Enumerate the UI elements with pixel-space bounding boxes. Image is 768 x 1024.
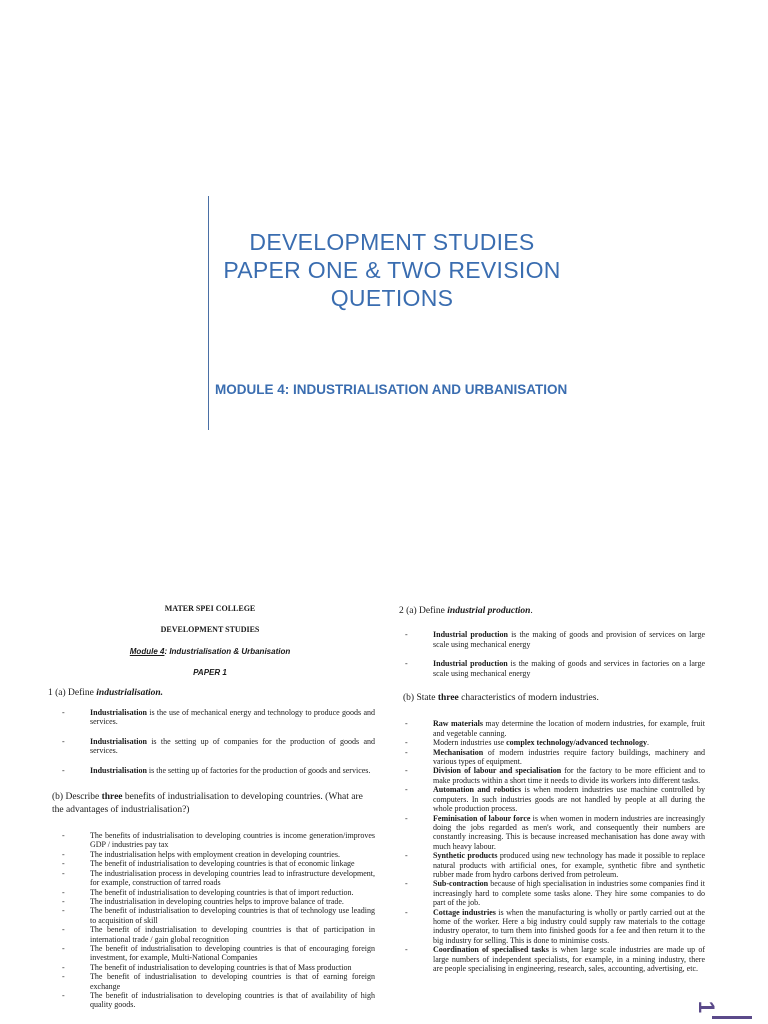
- paper-label: PAPER 1: [193, 668, 227, 678]
- list-item: - The benefit of industrialisation to developing countries is that of earning foreign exchange: [62, 972, 375, 991]
- list-item: - Coordination of specialised tasks is when large scale industries are made up of large numbers of independent specialists, for example, in a mining industry, there are people specialising in engineering, research, sales, accounting, advertising, etc.: [405, 945, 706, 973]
- list-item: - Cottage industries is when the manufacturing is wholly or partly carried out at the home of the worker. Here a big industry could supply raw materials to the cottage industry operator, to turn them into finished goods for a fee and then return it to the big industry for selling. This is done to minimise costs.: [405, 907, 705, 945]
- cover-title-line: DEVELOPMENT STUDIES: [249, 229, 535, 255]
- module-line: [45, 647, 375, 656]
- list-item: - Synthetic products produced using new technology has made it possible to replace natural products with artificial ones, for example, synthetic fibre and synthetic rubber made from hydro carbons derived from petroleum.: [405, 851, 705, 879]
- module-rest: : Industrialisation & Urbanisation: [164, 646, 291, 656]
- question-2a: 2 (a) Define industrial production.: [399, 606, 533, 616]
- list-item: - Modern industries use complex technology/advanced technology.: [405, 738, 649, 748]
- cover-title-line: PAPER ONE & TWO REVISION: [223, 257, 561, 283]
- q2a-answer-list: [405, 630, 706, 678]
- list-item: - The benefit of industrialisation to developing countries is that of import reduction.: [62, 887, 354, 897]
- subject-name: DEVELOPMENT STUDIES: [160, 625, 260, 635]
- list-item: - Raw materials may determine the location of modern industries, for example, fruit and vegetable canning.: [405, 719, 705, 738]
- list-item: - Feminisation of labour force is when women in modern industries are increasingly doing the jobs regarded as men's work, and consequently their numbers are constantly increasing. This is because increased mechanisation has done away with much heavy labour.: [405, 813, 705, 851]
- list-item: - Mechanisation of modern industries require factory buildings, machinery and various types of equipment.: [405, 747, 705, 767]
- list-item: - The benefit of industrialisation to developing countries is that of participation in international trade / gain global recognition: [62, 925, 375, 944]
- list-item: - The industrialisation in developing countries helps to improve balance of trade.: [62, 896, 344, 906]
- list-item: - Industrialisation is the use of mechanical energy and technology to produce goods and services.: [62, 708, 375, 727]
- module-prefix: Module 4: [129, 646, 165, 656]
- list-item: - Industrialisation is the setting up of companies for the production of goods and services.: [62, 736, 375, 756]
- college-name: MATER SPEI COLLEGE: [164, 604, 256, 613]
- cover-title-line: QUETIONS: [330, 285, 454, 311]
- list-item: - Automation and robotics is when modern industries use machine controlled by computers. In such industries goods are not handled by people at all during the whole production process.: [405, 785, 705, 814]
- list-item: - The benefit of industrialisation to developing countries is that of Mass production: [62, 962, 352, 972]
- list-item: - The benefits of industrialisation to developing countries is income generation/improves GDP / industries pay tax: [62, 831, 375, 850]
- list-item: - Division of labour and specialisation for the factory to be more efficient and to make products within a short time it needs to divide its workers into different tasks.: [405, 766, 705, 785]
- q1a-term: industrialisation.: [96, 687, 164, 698]
- q1a-answer-list: [62, 708, 375, 775]
- list-item: - Industrial production is the making of goods and services in factories on a large scale using mechanical energy: [405, 659, 705, 678]
- cover-vertical-rule: [208, 196, 209, 430]
- cover-title: [222, 228, 562, 312]
- question-1b: (b) Describe three benefits of industrialisation to developing countries. (What are the advantages of industrialisation?): [52, 792, 363, 816]
- list-item: - The industrialisation helps with employment creation in developing countries.: [62, 849, 340, 859]
- page-number: 1: [694, 1000, 720, 1014]
- list-item: - The benefit of industrialisation to developing countries is that of economic linkage: [62, 859, 355, 869]
- list-item: - Industrial production is the making of goods and provision of services on large scale using mechanical energy: [405, 630, 706, 649]
- q1b-answer-list: [62, 831, 375, 1010]
- q2b-answer-list: [405, 719, 706, 973]
- question-1a: [48, 689, 375, 698]
- module-heading: MODULE 4: INDUSTRIALISATION AND URBANISATION: [215, 382, 568, 397]
- list-item: - The benefit of industrialisation to developing countries is that of technology use leading to acquisition of skill: [62, 906, 375, 925]
- list-item: - The benefit of industrialisation to developing countries is that of availability of high quality goods.: [62, 990, 375, 1010]
- list-item: - Industrialisation is the setting up of factories for the production of goods and services.: [62, 765, 371, 775]
- list-item: - The industrialisation process in developing countries lead to infrastructure development, for example, construction of tarred roads: [62, 868, 375, 888]
- question-2b: (b) State three characteristics of modern industries.: [403, 693, 599, 704]
- right-column: [395, 604, 705, 973]
- page-number-bar: [712, 1016, 752, 1019]
- left-column: [48, 604, 375, 1010]
- list-item: - Sub-contraction because of high specialisation in industries some companies find it increasingly hard to complete some tasks alone. They hire some companies to do part of the job.: [405, 879, 705, 908]
- q1a-prefix: 1 (a) Define: [48, 687, 97, 698]
- list-item: - The benefit of industrialisation to developing countries is that of encouraging foreign investment, for example, Multi-National Companies: [62, 943, 375, 963]
